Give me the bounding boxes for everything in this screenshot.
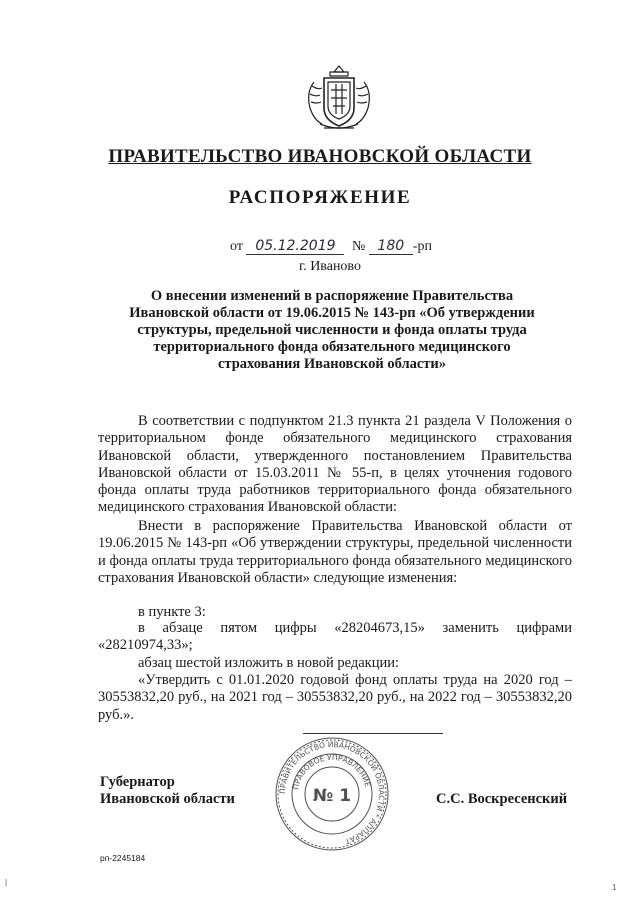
seal-outer-text: ПРАВИТЕЛЬСТВО ИВАНОВСКОЙ ОБЛАСТИ * АППАРАТ: [277, 739, 387, 846]
document-type: РАСПОРЯЖЕНИЕ: [228, 187, 412, 208]
handwritten-number: 180: [369, 238, 413, 255]
handwritten-date: 05.12.2019: [246, 238, 344, 255]
government-title: ПРАВИТЕЛЬСТВО ИВАНОВСКОЙ ОБЛАСТИ: [108, 146, 532, 167]
document-number-line: [230, 238, 432, 255]
body-paragraph-preamble: В соответствии с подпунктом 21.3 пункта 21 раздела V Положения о территориальном фонде обязательного медицинского страхования Ивановской области, утвержденного постановлением Правительства Ивановской области от 15.03.2011 № 55-п, в целях уточнения годового фонда оплаты труда работников территориального фонда обязательного медицинского страхования Ивановской области:: [98, 413, 572, 516]
margin-mark: |: [5, 878, 8, 887]
date-prefix: от: [230, 239, 243, 254]
document-subject: О внесении изменений в распоряжение Правительства Ивановской области от 19.06.2015 № 143-рп «Об утверждении структуры, предельной численности и фонда оплаты труда территориального фонда обязательного медицинского страхования Ивановской области»: [129, 288, 535, 372]
official-seal: [273, 735, 391, 853]
signatory-name: С.С. Воскресенский: [436, 791, 568, 807]
seal-inner-text: ПРАВОВОЕ УПРАВЛЕНИЕ: [291, 752, 373, 791]
body-paragraph-replace: в абзаце пятом цифры «28204673,15» заменить цифрами «28210974,33»;: [98, 620, 572, 654]
page-number: 1: [612, 883, 617, 892]
number-sign: №: [351, 239, 366, 254]
body-paragraph-approve: «Утвердить с 01.01.2020 годовой фонд оплаты труда на 2020 год – 30553832,20 руб., на 2021 год – 30553832,20 руб., на 2022 год – 30553832,20 руб.».: [98, 672, 572, 723]
coat-of-arms-emblem: [300, 62, 378, 132]
signatory-position: [100, 774, 235, 808]
body-paragraph-amend: Внести в распоряжение Правительства Ивановской области от 19.06.2015 № 143-рп «Об утверждении структуры, предельной численности и фонда оплаты труда территориального фонда обязательного медицинского страхования Ивановской области» следующие изменения:: [98, 518, 572, 586]
signatory-position-line1: Губернатор: [100, 774, 175, 790]
body-paragraph-point: в пункте 3:: [138, 604, 206, 620]
body-paragraph-new-edition: абзац шестой изложить в новой редакции:: [138, 655, 400, 671]
number-suffix: -рп: [412, 239, 432, 254]
city-line: г. Иваново: [299, 259, 361, 274]
signatory-position-line2: Ивановской области: [100, 791, 235, 807]
seal-number: № 1: [312, 786, 352, 806]
text-end-line: [303, 733, 443, 734]
document-code: рп-2245184: [100, 853, 146, 863]
